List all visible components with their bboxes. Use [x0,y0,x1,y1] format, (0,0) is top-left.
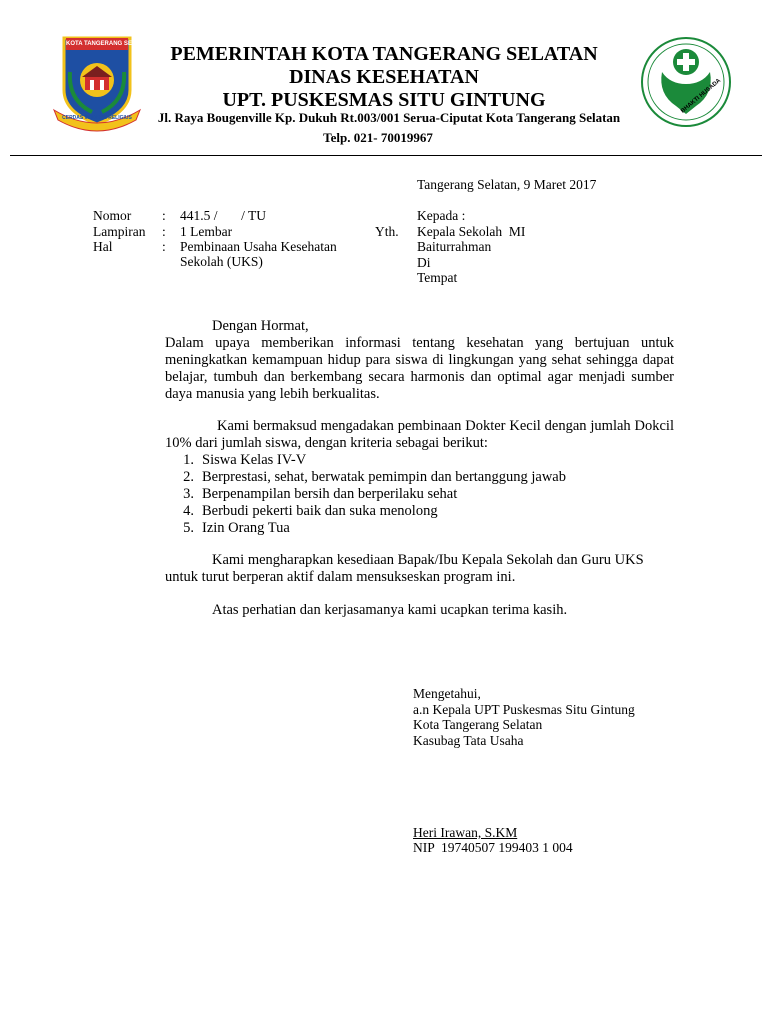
hal-label: Hal [93,239,113,254]
recipient-line4: Tempat [417,270,458,285]
kop-line-1: PEMERINTAH KOTA TANGERANG SELATAN [170,43,598,65]
place-date: Tangerang Selatan, 9 Maret 2017 [417,177,597,192]
bhakti-husada-text: BHAKTI HUSADA [680,77,723,115]
kop-line-3: UPT. PUSKESMAS SITU GINTUNG [222,89,546,111]
criteria-item: 1. Siswa Kelas IV-V [183,452,307,468]
yth-label: Yth. [375,224,399,239]
hal-value-line2: Sekolah (UKS) [180,254,263,269]
paragraph-2: Kami bermaksud mengadakan pembinaan Dokter Kecil dengan jumlah Dokcil 10% dari jumlah siswa, dengan kriteria sebagai berikut: [165,418,674,451]
kop-phone: Telp. 021- 70019967 [323,130,433,145]
lampiran-value: 1 Lembar [180,224,233,239]
city-logo-top-text: KOTA TANGERANG SELATAN [66,41,152,47]
criteria-item: 4. Berbudi pekerti baik dan suka menolong [183,503,438,519]
lampiran-colon: : [162,224,166,239]
signature-line1: Mengetahui, [413,686,481,701]
hal-colon: : [162,239,166,254]
kop-address: Jl. Raya Bougenville Kp. Dukuh Rt.003/001 Serua-Ciputat Kota Tangerang Selatan [157,110,621,125]
greeting: Dengan Hormat, [212,318,309,334]
criteria-item: 5. Izin Orang Tua [183,520,290,536]
hal-value-line1: Pembinaan Usaha Kesehatan [180,239,337,254]
paragraph-4: Atas perhatian dan kerjasamanya kami ucapkan terima kasih. [212,602,568,618]
signature-line4: Kasubag Tata Usaha [413,733,524,748]
nomor-value: 441.5 / / TU [180,208,267,223]
criteria-list [170,452,670,537]
kop-line-2: DINAS KESEHATAN [289,66,479,88]
criteria-item: 3. Berpenampilan bersih dan berperilaku sehat [183,486,458,502]
signature-line3: Kota Tangerang Selatan [413,717,543,732]
kepada-label: Kepada : [417,208,466,223]
recipient-line3: Di [417,255,431,270]
recipient-line2: Baiturrahman [417,239,492,254]
recipient-line1: Kepala Sekolah MI [417,224,526,239]
paragraph-1: Dalam upaya memberikan informasi tentang kesehatan yang bertujuan untuk meningkatkan kemampuan hidup para siswa di lingkungan yang sehat sehingga dapat belajar, tumbuh dan berkembang secara harmonis dan optimal agar menjadi sumber daya manusia yang lebih berkualitas. [165,335,674,402]
nomor-label: Nomor [93,208,132,223]
lampiran-label: Lampiran [93,224,146,239]
city-logo-motto-text: CERDAS MODERN RELIGIUS [62,115,132,121]
paragraph-3: Kami mengharapkan kesediaan Bapak/Ibu Kepala Sekolah dan Guru UKS untuk turut berperan aktif dalam mensukseskan program ini. [165,552,644,585]
header-divider [10,155,762,156]
nomor-colon: : [162,208,166,223]
criteria-item: 2. Berprestasi, sehat, berwatak pemimpin dan bertanggung jawab [183,469,566,485]
signature-line2: a.n Kepala UPT Puskesmas Situ Gintung [413,702,635,717]
signatory-nip: NIP 19740507 199403 1 004 [413,840,573,855]
signatory-name: Heri Irawan, S.KM [413,825,518,840]
